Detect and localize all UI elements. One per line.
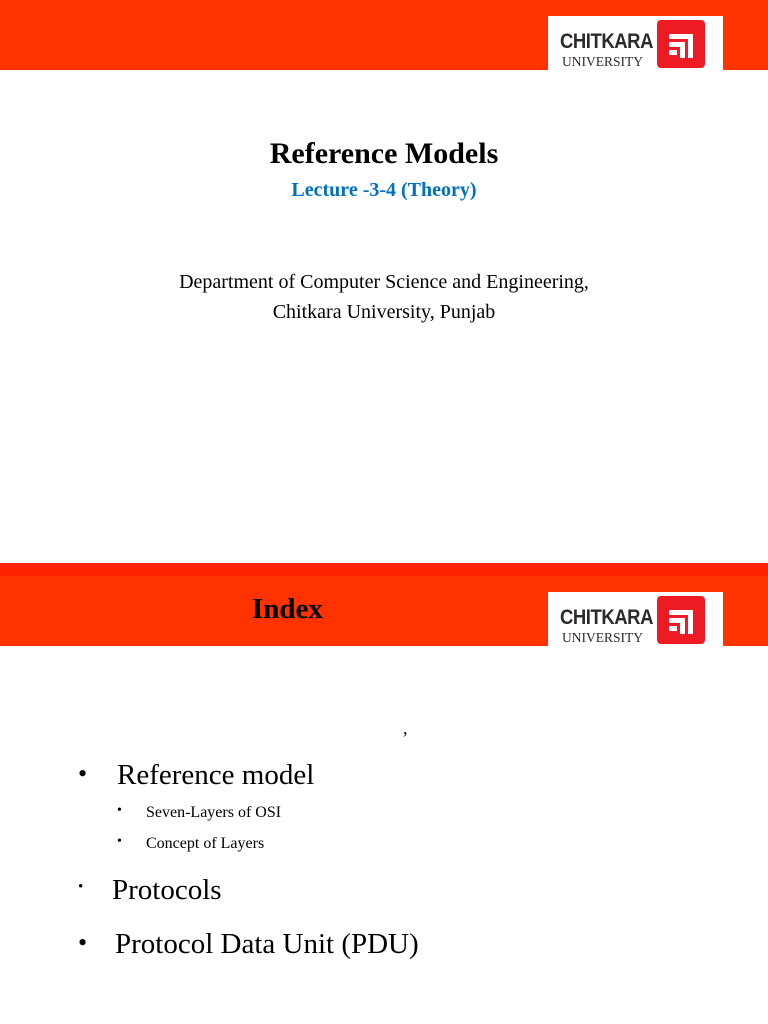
- chitkara-logo-icon: [657, 596, 705, 644]
- bullet-icon: •: [117, 834, 122, 849]
- index-title: Index: [252, 593, 323, 625]
- university-line: Chitkara University, Punjab: [272, 301, 496, 323]
- header-top-strip: [0, 563, 768, 576]
- logo-wordmark: CHITKARA: [560, 30, 653, 53]
- logo-subtext: UNIVERSITY: [562, 630, 643, 645]
- logo-wordmark: CHITKARA: [560, 606, 653, 629]
- bullet-icon: •: [78, 928, 88, 957]
- logo-subtext: UNIVERSITY: [562, 54, 643, 69]
- bullet-icon: •: [117, 803, 122, 818]
- list-item-text: Protocol Data Unit (PDU): [115, 928, 419, 960]
- university-logo: [548, 16, 723, 72]
- list-item-text: Concept of Layers: [146, 835, 265, 852]
- department-line: Department of Computer Science and Engineering,: [179, 271, 589, 293]
- list-item-text: Seven-Layers of OSI: [146, 804, 282, 821]
- university-logo: [548, 592, 723, 648]
- slide-subtitle: Lecture -3-4 (Theory): [291, 179, 477, 201]
- slide-title: Reference Models: [269, 137, 499, 170]
- bullet-icon: •: [78, 759, 88, 788]
- index-slide: [0, 563, 768, 1024]
- list-item-text: Reference model: [117, 759, 315, 791]
- stray-comma: ,: [403, 718, 408, 738]
- bullet-icon: •: [78, 879, 84, 895]
- list-item-text: Protocols: [112, 874, 222, 906]
- department-text: [0, 267, 768, 327]
- chitkara-logo-icon: [657, 20, 705, 68]
